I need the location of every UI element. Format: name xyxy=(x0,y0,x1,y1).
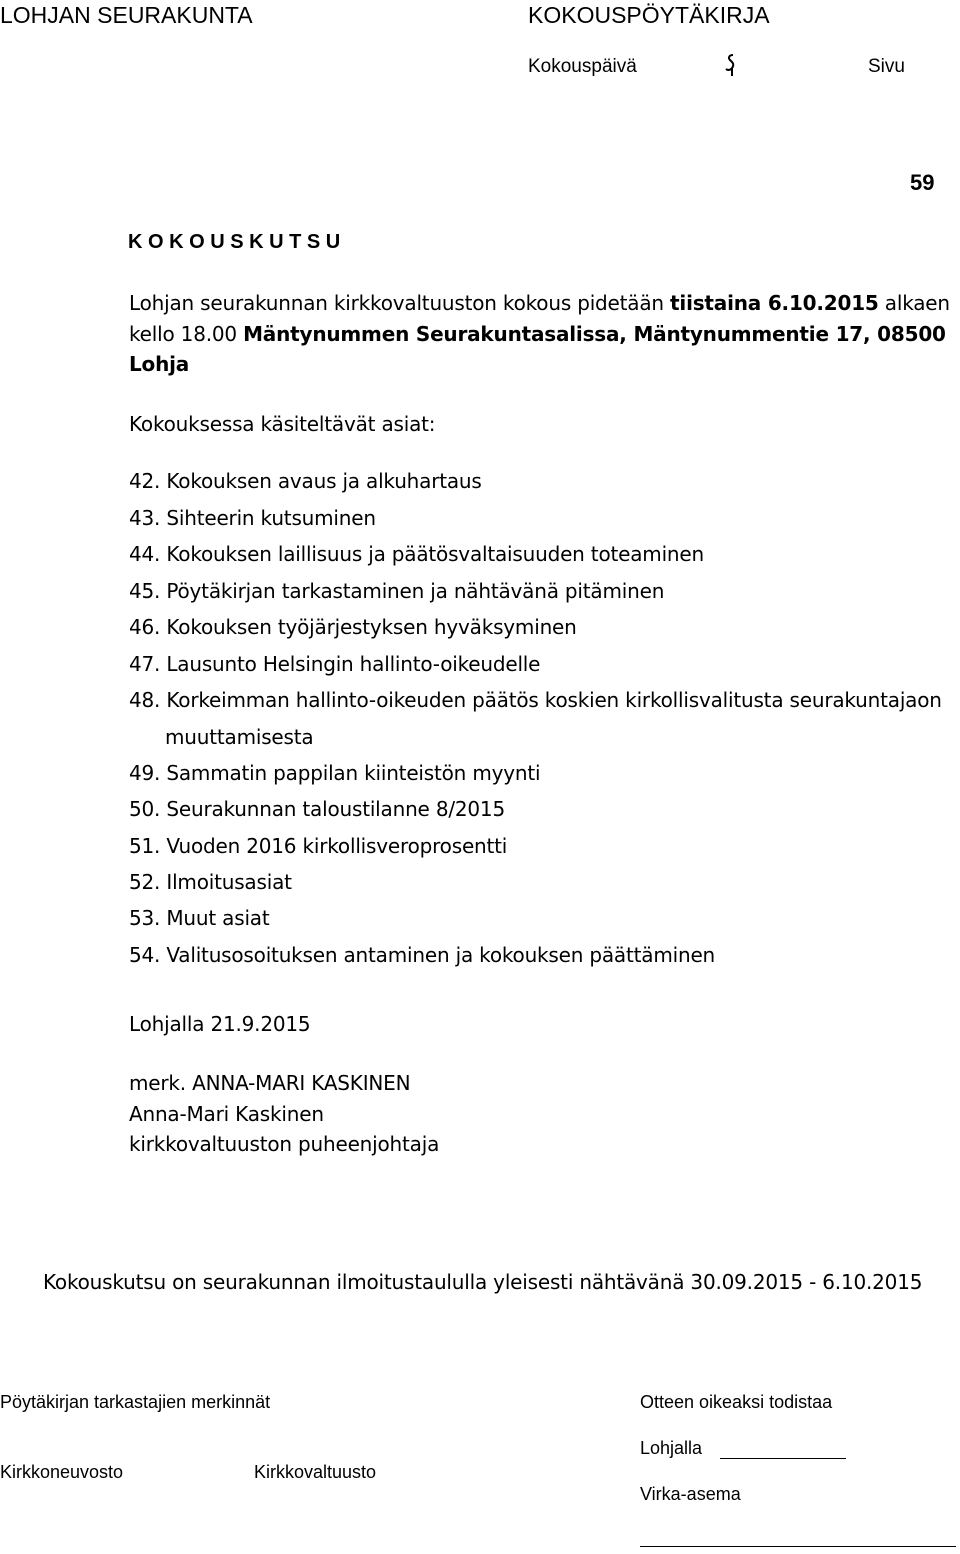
church-council-label: Kirkkovaltuusto xyxy=(254,1462,377,1482)
agenda-item: 50. Seurakunnan taloustilanne 8/2015 xyxy=(129,797,505,821)
text-cursor-icon xyxy=(724,54,740,78)
place-signature-line xyxy=(720,1458,846,1459)
page-label: Sivu xyxy=(868,56,905,77)
reviewers-notes-label: Pöytäkirjan tarkastajien merkinnät xyxy=(0,1392,271,1412)
meeting-city: Lohja xyxy=(129,352,190,376)
place-label: Lohjalla xyxy=(640,1438,703,1458)
agenda-item: 48. Korkeimman hallinto-oikeuden päätös koskien kirkollisvalitusta seurakuntajaon xyxy=(129,688,942,712)
intro-text: Lohjan seurakunnan kirkkovaltuuston kokous pidetään xyxy=(129,291,671,315)
agenda-heading: Kokouksessa käsiteltävät asiat: xyxy=(129,412,436,436)
agenda-item: 45. Pöytäkirjan tarkastaminen ja nähtävänä pitäminen xyxy=(129,579,665,603)
meeting-date-label: Kokouspäivä xyxy=(528,56,637,77)
signatory-title: kirkkovaltuuston puheenjohtaja xyxy=(129,1132,440,1156)
intro-line-2 xyxy=(129,324,946,344)
organization-name: LOHJAN SEURAKUNTA xyxy=(0,2,253,28)
position-label: Virka-asema xyxy=(640,1484,741,1504)
intro-text: alkaen xyxy=(878,291,950,315)
signature-line xyxy=(640,1546,956,1547)
page-number: 59 xyxy=(910,170,935,195)
notice-title: K O K O U S K U T S U xyxy=(128,231,341,253)
agenda-item: 44. Kokouksen laillisuus ja päätösvaltaisuuden toteaminen xyxy=(129,542,704,566)
church-board-label: Kirkkoneuvosto xyxy=(0,1462,124,1482)
agenda-item: 52. Ilmoitusasiat xyxy=(129,870,292,894)
agenda-item: 43. Sihteerin kutsuminen xyxy=(129,506,376,530)
signatory-name: Anna-Mari Kaskinen xyxy=(129,1102,324,1126)
extract-certification-label: Otteen oikeaksi todistaa xyxy=(640,1392,833,1412)
signature-merk: merk. ANNA-MARI KASKINEN xyxy=(129,1071,411,1095)
agenda-item: 46. Kokouksen työjärjestyksen hyväksyminen xyxy=(129,615,577,639)
intro-text: kello 18.00 xyxy=(129,322,244,346)
agenda-item: 51. Vuoden 2016 kirkollisveroprosentti xyxy=(129,834,508,858)
agenda-item: 54. Valitusosoituksen antaminen ja kokouksen päättäminen xyxy=(129,943,716,967)
meeting-date: tiistaina 6.10.2015 xyxy=(670,291,879,315)
agenda-item-continuation: muuttamisesta xyxy=(165,725,314,749)
document-type: KOKOUSPÖYTÄKIRJA xyxy=(528,2,770,28)
public-notice: Kokouskutsu on seurakunnan ilmoitustaululla yleisesti nähtävänä 30.09.2015 - 6.10.2015 xyxy=(43,1270,923,1294)
agenda-item: 47. Lausunto Helsingin hallinto-oikeudelle xyxy=(129,652,541,676)
intro-line-1 xyxy=(129,293,950,313)
agenda-item: 49. Sammatin pappilan kiinteistön myynti xyxy=(129,761,541,785)
meeting-location: Mäntynummen Seurakuntasalissa, Mäntynummentie 17, 08500 xyxy=(243,322,946,346)
agenda-item: 42. Kokouksen avaus ja alkuhartaus xyxy=(129,469,482,493)
agenda-item: 53. Muut asiat xyxy=(129,906,270,930)
place-and-date: Lohjalla 21.9.2015 xyxy=(129,1012,311,1036)
